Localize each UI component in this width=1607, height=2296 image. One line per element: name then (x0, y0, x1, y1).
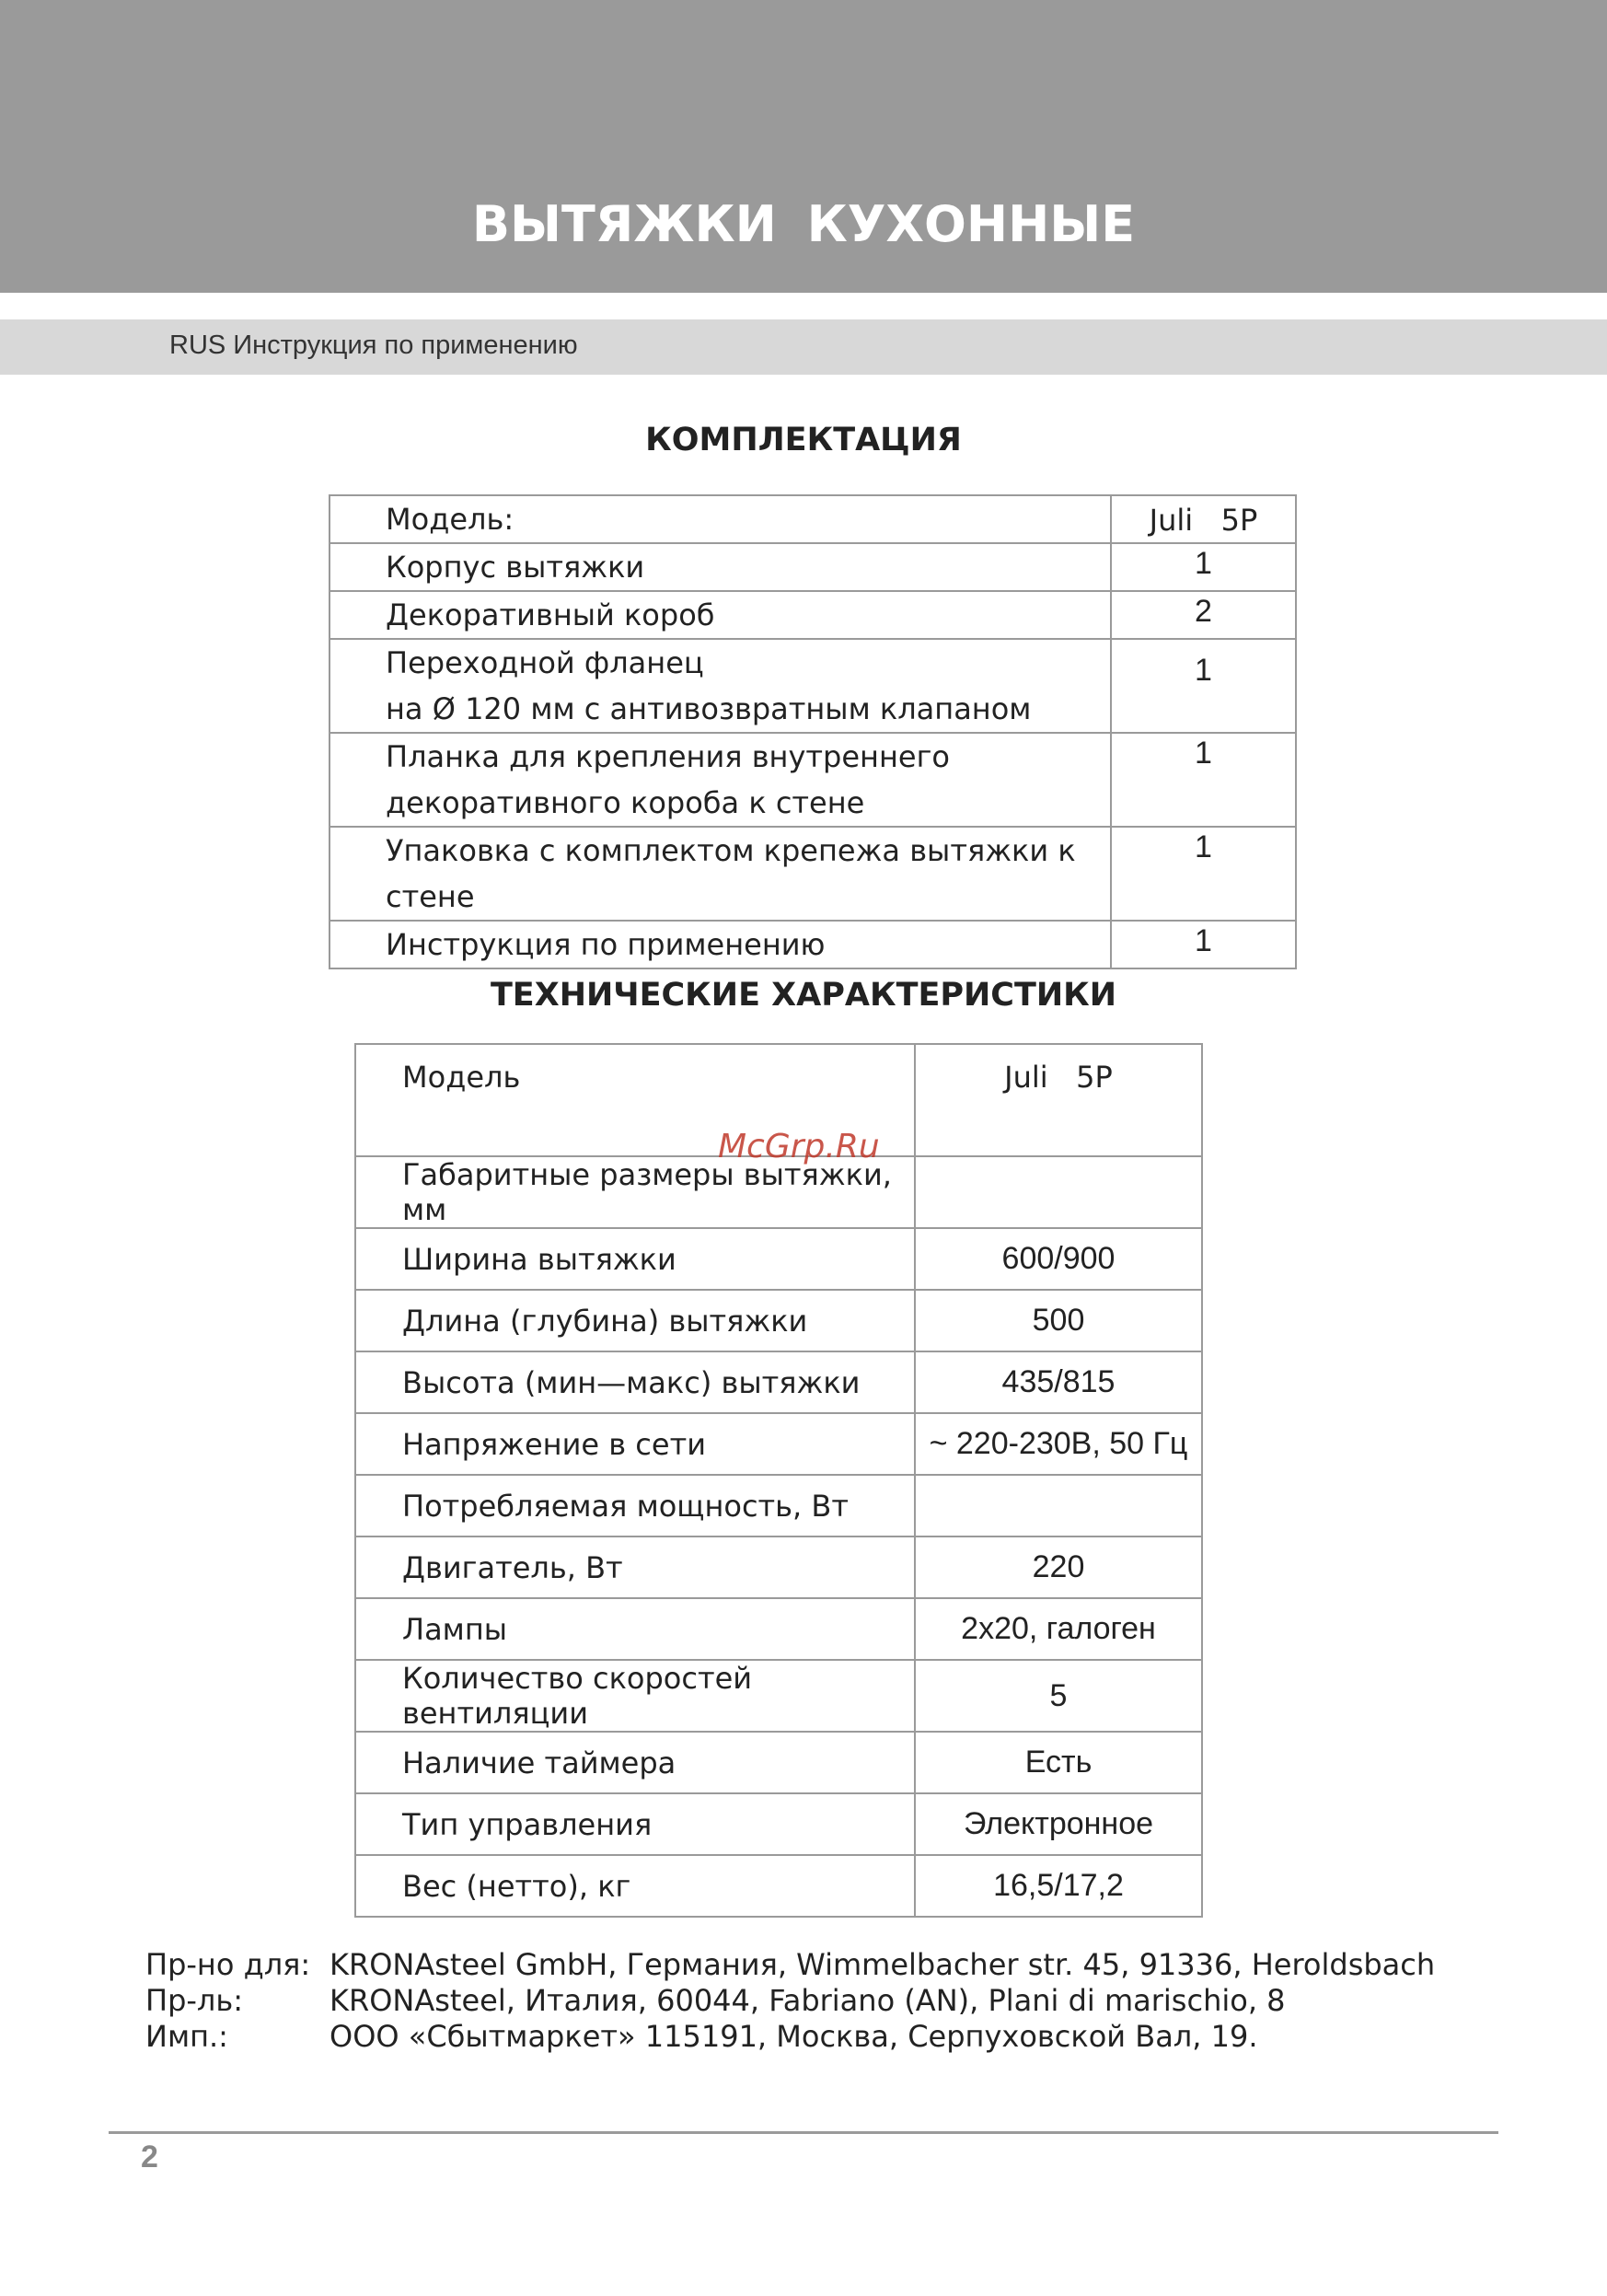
spec-label: Длина (глубина) вытяжки (355, 1290, 915, 1351)
spec-value: 5 (915, 1660, 1202, 1732)
kit-label: Упаковка с комплектом крепежа вытяжки к стене (329, 827, 1111, 921)
footer-label: Пр-ль: (145, 1983, 244, 2018)
kit-label: Планка для крепления внутреннего декоративного короба к стене (329, 733, 1111, 827)
kit-label: Инструкция по применению (329, 921, 1111, 968)
spec-label: Количество скоростей вентиляции (355, 1660, 915, 1732)
kit-table (329, 494, 1297, 969)
spec-label: Напряжение в сети (355, 1413, 915, 1475)
spec-label: Габаритные размеры вытяжки, мм (355, 1156, 915, 1228)
table-row (355, 1855, 1202, 1917)
spec-label: Ширина вытяжки (355, 1228, 915, 1290)
table-row (329, 495, 1296, 543)
table-row (355, 1793, 1202, 1855)
spec-label: Наличие таймера (355, 1732, 915, 1793)
spec-value (915, 1475, 1202, 1536)
watermark: McGrp.Ru (718, 1128, 880, 1165)
spec-value: 435/815 (915, 1351, 1202, 1413)
spec-value: Есть (915, 1732, 1202, 1793)
spec-value: 500 (915, 1290, 1202, 1351)
spec-value: ~ 220-230В, 50 Гц (915, 1413, 1202, 1475)
spec-label: Высота (мин—макс) вытяжки (355, 1351, 915, 1413)
spec-value: 600/900 (915, 1228, 1202, 1290)
table-row (355, 1413, 1202, 1475)
kit-section-title: КОМПЛЕКТАЦИЯ (645, 422, 962, 458)
specs-table (354, 1043, 1203, 1918)
kit-label: Модель: (329, 495, 1111, 543)
subheader-text: RUS Инструкция по применению (169, 330, 578, 360)
table-row (355, 1351, 1202, 1413)
spec-value: Электронное (915, 1793, 1202, 1855)
table-row (355, 1475, 1202, 1536)
footer-label: Имп.: (145, 2019, 228, 2054)
table-row (355, 1156, 1202, 1228)
kit-value: 1 (1111, 827, 1296, 921)
kit-value: 1 (1111, 543, 1296, 591)
table-row (355, 1228, 1202, 1290)
spec-label: Двигатель, Вт (355, 1536, 915, 1598)
subheader-band (0, 319, 1607, 375)
header-band (0, 0, 1607, 293)
kit-value: 1 (1111, 639, 1296, 733)
kit-value: 1 (1111, 921, 1296, 968)
table-row (355, 1732, 1202, 1793)
spec-value: 2x20, галоген (915, 1598, 1202, 1660)
spec-label: Модель (355, 1044, 915, 1156)
spec-value: 16,5/17,2 (915, 1855, 1202, 1917)
footer-value: ООО «Сбытмаркет» 115191, Москва, Серпуховской Вал, 19. (329, 2019, 1258, 2054)
table-row (329, 591, 1296, 639)
page-number: 2 (141, 2139, 158, 2174)
spec-label: Потребляемая мощность, Вт (355, 1475, 915, 1536)
table-row (329, 639, 1296, 733)
table-row (355, 1660, 1202, 1732)
kit-label: Корпус вытяжки (329, 543, 1111, 591)
table-row (329, 543, 1296, 591)
spec-label: Лампы (355, 1598, 915, 1660)
table-row (355, 1290, 1202, 1351)
kit-value: 2 (1111, 591, 1296, 639)
footer-value: KRONAsteel GmbH, Германия, Wimmelbacher str. 45, 91336, Heroldsbach (329, 1947, 1436, 1982)
kit-label: Декоративный короб (329, 591, 1111, 639)
footer-divider (109, 2131, 1498, 2134)
spec-value (915, 1156, 1202, 1228)
page-title: ВЫТЯЖКИ КУХОННЫЕ (471, 195, 1136, 253)
footer-row (145, 2019, 1435, 2055)
footer-row (145, 1947, 1435, 1983)
table-row (329, 827, 1296, 921)
table-row (355, 1536, 1202, 1598)
footer-value: KRONAsteel, Италия, 60044, Fabriano (AN), Plani di marischio, 8 (329, 1983, 1286, 2018)
specs-section-title: ТЕХНИЧЕСКИЕ ХАРАКТЕРИСТИКИ (490, 977, 1117, 1014)
spec-value: 220 (915, 1536, 1202, 1598)
table-row (329, 733, 1296, 827)
spec-label: Вес (нетто), кг (355, 1855, 915, 1917)
kit-label: Переходной фланец на Ø 120 мм с антивозвратным клапаном (329, 639, 1111, 733)
table-row (329, 921, 1296, 968)
kit-value: 1 (1111, 733, 1296, 827)
footer-label: Пр-но для: (145, 1947, 311, 1982)
spec-value: Juli 5P (915, 1044, 1202, 1156)
spec-label: Тип управления (355, 1793, 915, 1855)
footer-info (145, 1947, 1435, 2055)
table-row (355, 1598, 1202, 1660)
kit-value: Juli 5P (1111, 495, 1296, 543)
footer-row (145, 1983, 1435, 2019)
